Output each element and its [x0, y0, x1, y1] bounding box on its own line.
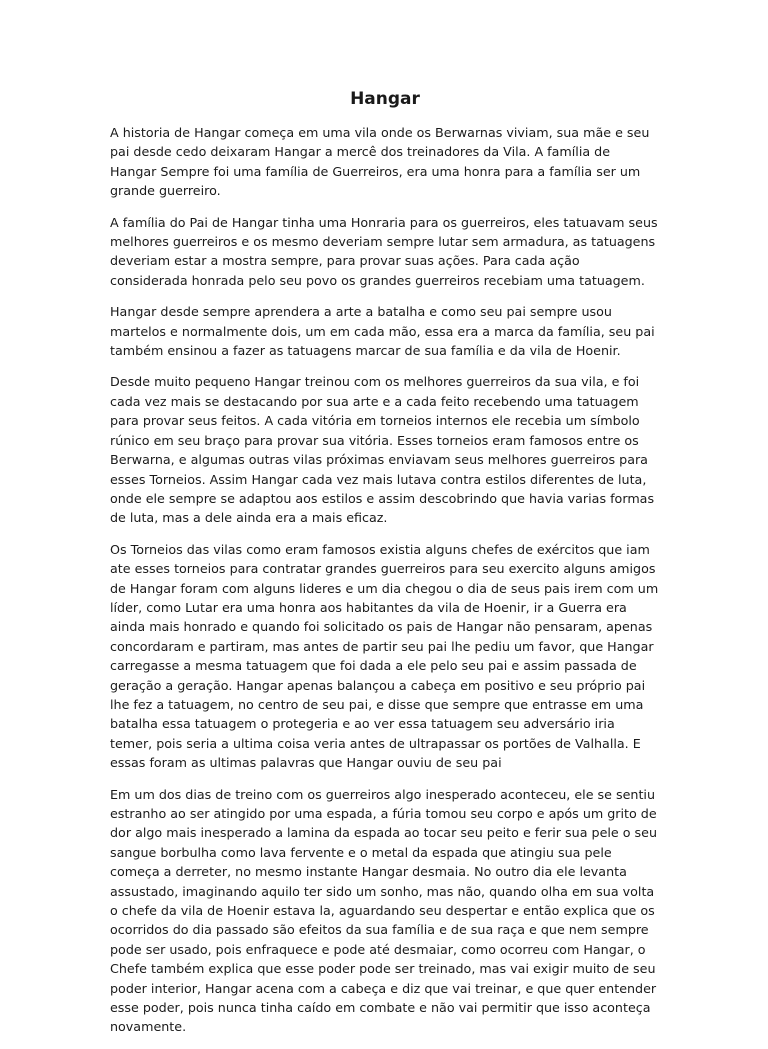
paragraph-parents-departure: Os Torneios das vilas como eram famosos existia alguns chefes de exércitos que iam ate esses torneios para contratar grandes guerreiros para seu exercito alguns amigos de Hangar foram com alguns lideres e um dia chegou o dia de seus pais irem com um líder, como Lutar era uma honra aos habitantes da vila de Hoenir, ir a Guerra era ainda mais honrado e quando foi solicitado os pais de Hangar não pensaram, apenas concordaram e partiram, mas antes de partir seu pai lhe pediu um favor, que Hangar carregasse a mesma tatuagem que foi dada a ele pelo seu pai e assim passada de geração a geração. Hangar apenas balançou a cabeça em positivo e seu próprio pai lhe fez a tatuagem, no centro de seu pai, e disse que sempre que entrasse em uma batalha essa tatuagem o protegeria e ao ver essa tatuagem seu adversário iria temer, pois seria a ultima coisa veria antes de ultrapassar os portões de Valhalla. E essas foram as ultimas palavras que Hangar ouviu de seu pai: [110, 541, 659, 771]
paragraph-tournaments: Desde muito pequeno Hangar treinou com os melhores guerreiros da sua vila, e foi cada vez mais se destacando por sua arte e a cada feito recebendo uma tatuagem para provar seus feitos. A cada vitória em torneios internos ele recebia um símbolo rúnico em seu braço para provar sua vitória. Esses torneios eram famosos entre os Berwarna, e algumas outras vilas próximas enviavam seus melhores guerreiros para esses Torneios. Assim Hangar cada vez mais lutava contra estilos diferentes de luta, onde ele sempre se adaptou aos estilos e assim descobrindo que havia varias formas de luta, mas a dele ainda era a mais eficaz.: [110, 374, 655, 526]
paragraph-hammers: Hangar desde sempre aprendera a arte a batalha e como seu pai sempre usou martelos e normalmente dois, um em cada mão, essa era a marca da família, seu pai também ensinou a fazer as tatuagens marcar de sua família e da vila de Hoenir.: [110, 304, 655, 359]
document-title: Hangar: [350, 89, 420, 109]
paragraph-awakening: Em um dos dias de treino com os guerreiros algo inesperado aconteceu, ele se sentiu estranho ao ser atingido por uma espada, a fúria tomou seu corpo e após um grito de dor algo mais inesperado a lamina da espada ao tocar seu peito e ferir sua pele o seu sangue borbulha como lava fervente e o metal da espada que atingiu sua pele começa a derreter, no mesmo instante Hangar desmaia. No outro dia ele levanta assustado, imaginando aquilo ter sido um sonho, mas não, quando olha em sua volta o chefe da vila de Hoenir estava la, aguardando seu despertar e então explica que os ocorridos do dia passado são efeitos da sua família e de sua raça e que nem sempre pode ser usado, pois enfraquece e pode até desmaiar, como ocorreu com Hangar, o Chefe também explica que esse poder pode ser treinado, mas vai exigir muito de seu poder interior, Hangar acena com a cabeça e diz que vai treinar, e que quer entender esse poder, pois nunca tinha caído em combate e não vai permitir que isso aconteça novamente.: [110, 786, 657, 1035]
document-page: [110, 88, 660, 1049]
paragraph-honor-tattoos: A família do Pai de Hangar tinha uma Honraria para os guerreiros, eles tatuavam seus melhores guerreiros e os mesmo deveriam sempre lutar sem armadura, as tatuagens deveriam estar a mostra sempre, para provar suas ações. Para cada ação considerada honrada pelo seu povo os grandes guerreiros recebiam uma tatuagem.: [110, 214, 658, 288]
paragraph-origin: A historia de Hangar começa em uma vila onde os Berwarnas viviam, sua mãe e seu pai desde cedo deixaram Hangar a mercê dos treinadores da Vila. A família de Hangar Sempre foi uma família de Guerreiros, era uma honra para a família ser um grande guerreiro.: [110, 125, 650, 199]
